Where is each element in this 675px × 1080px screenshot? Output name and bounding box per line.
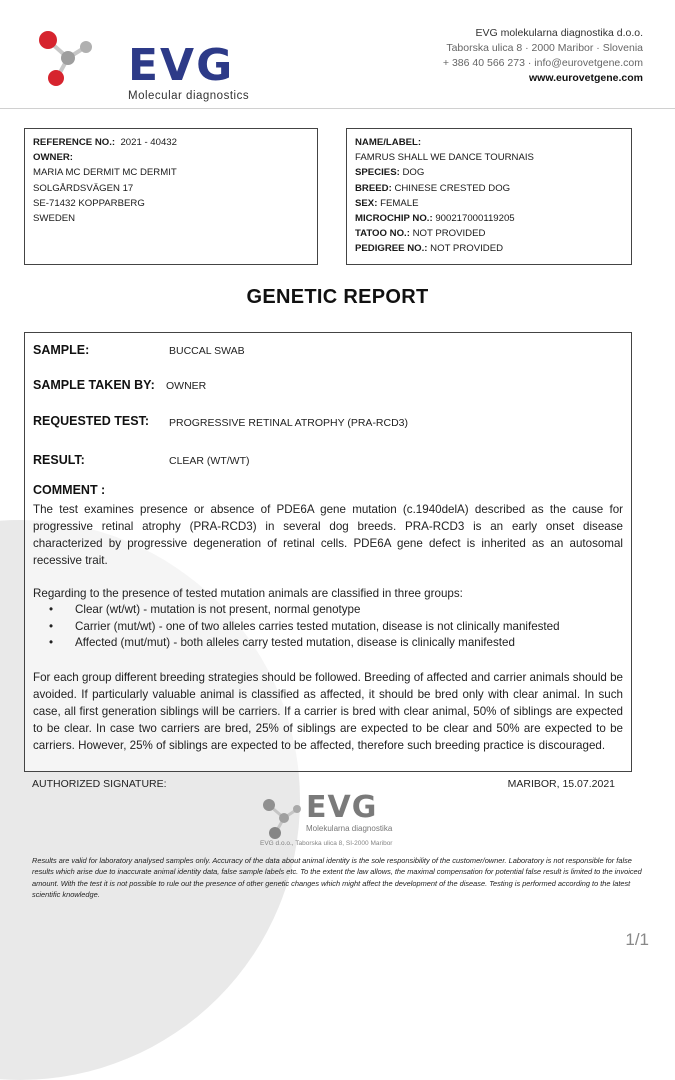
- molecule-icon: [32, 22, 102, 90]
- stamp-molecule-icon: [258, 792, 308, 840]
- tatoo-label: TATOO NO.:: [355, 228, 410, 240]
- reference-row: [33, 135, 309, 150]
- report-title: GENETIC REPORT: [246, 286, 429, 308]
- company-contact: + 386 40 566 273 · info@eurovetgene.com: [442, 57, 643, 69]
- list-item: • Clear (wt/wt) - mutation is not present, normal genotype: [49, 603, 361, 616]
- sample-label: SAMPLE:: [33, 343, 90, 357]
- list-item: • Affected (mut/mut) - both alleles carry tested mutation, disease is clinically manifested: [49, 636, 515, 650]
- species-label: SPECIES:: [355, 167, 400, 179]
- reference-value: 2021 - 40432: [120, 137, 177, 148]
- pedigree-label: PEDIGREE NO.:: [355, 243, 428, 255]
- requested-test-label: REQUESTED TEST:: [33, 414, 149, 428]
- result-label: RESULT:: [33, 453, 85, 467]
- stamp-address: EVG d.o.o., Taborska ulica 8, SI-2000 Maribor: [260, 840, 393, 847]
- evg-logo: [32, 22, 252, 102]
- bullet-carrier: Carrier (mut/wt) - one of two alleles carries tested mutation, disease is not clinically manifested: [75, 619, 560, 633]
- bullet-clear: Clear (wt/wt) - mutation is not present, normal genotype: [75, 603, 361, 616]
- tatoo-value: NOT PROVIDED: [412, 228, 486, 240]
- species-value: DOG: [402, 167, 425, 179]
- requested-test-value: PROGRESSIVE RETINAL ATROPHY (PRA-RCD3): [169, 417, 409, 429]
- company-stamp: [256, 790, 436, 852]
- owner-name: MARIA MC DERMIT MC DERMIT: [33, 167, 177, 179]
- company-info: [443, 26, 643, 86]
- sex-label: SEX:: [355, 197, 378, 209]
- report-body-box: [24, 332, 632, 772]
- company-name: EVG molekularna diagnostika d.o.o.: [475, 27, 643, 39]
- comment-paragraph-3: For each group different breeding strategies should be followed. Breeding of affected and carrier animals should be avoided. If particularly valuable animal is classified as affected, it should be bred only with clear animal. In such case, all first generation siblings will be carriers. If a carrier is bred with clear animal, 50% of siblings are expected to be clear. In case two carriers are bred, 25% of siblings are expected to be clear and 50% are expected to be carriers. However, 25% of siblings are expected to be affected, therefore such breeding practice is discouraged.: [33, 671, 623, 752]
- comment-paragraph-2: Regarding to the presence of tested mutation animals are classified in three groups:: [33, 587, 463, 600]
- signature-date: MARIBOR, 15.07.2021: [507, 778, 615, 790]
- owner-info-box: [24, 128, 318, 265]
- page-number: 1/1: [625, 930, 649, 949]
- animal-info-box: [346, 128, 632, 265]
- disclaimer-text: Results are valid for laboratory analysed samples only. Accuracy of the data about animal identity is the sole responsibility of the customer/owner. Laboratory is not responsible for false results which arise due to inaccurate animal identity data, false sample labels etc. To the extent the law allows, the maximal compensation for potential false result is limited to the invoiced amount. With the test it is not possible to rule out the presence of other genetic changes which might affect the development of the disease. Testing is performed according to the latest scientific knowledge.: [32, 856, 642, 900]
- company-address: Taborska ulica 8 · 2000 Maribor · Slovenia: [446, 42, 643, 54]
- microchip-value: 900217000119205: [435, 213, 515, 225]
- logo-wordmark: EVG: [128, 40, 235, 91]
- stamp-wordmark: EVG: [306, 790, 378, 825]
- stamp-subtitle: Molekularna diagnostika: [306, 824, 393, 833]
- sample-taken-value: OWNER: [166, 380, 207, 392]
- company-website: www.eurovetgene.com: [529, 72, 643, 84]
- owner-city: SE-71432 KOPPARBERG: [33, 197, 145, 209]
- genotype-list: [49, 602, 560, 652]
- list-item: • Carrier (mut/wt) - one of two alleles carries tested mutation, disease is not clinically manifested: [49, 619, 560, 633]
- breed-value: CHINESE CRESTED DOG: [394, 182, 511, 194]
- breed-label: BREED:: [355, 182, 392, 194]
- pedigree-value: NOT PROVIDED: [430, 243, 504, 255]
- microchip-label: MICROCHIP NO.:: [355, 213, 433, 225]
- name-label: NAME/LABEL:: [355, 137, 422, 148]
- owner-label: OWNER:: [33, 152, 73, 164]
- sample-taken-label: SAMPLE TAKEN BY:: [33, 378, 155, 392]
- sex-value: FEMALE: [380, 197, 419, 209]
- comment-paragraph-1: The test examines presence or absence of PDE6A gene mutation (c.1940delA) described as the cause for progressive retinal atrophy (PRA-RCD3) in several dog breeds. PRA-RCD3 is an early onset disease characterized by progressive degeneration of retinal cells. PDE6A gene defect is inherited as an autosomal recessive trait.: [33, 503, 623, 567]
- bullet-affected: Affected (mut/mut) - both alleles carry tested mutation, disease is clinically manifested: [75, 636, 515, 650]
- name-value: FAMRUS SHALL WE DANCE TOURNAIS: [355, 152, 534, 164]
- reference-label: REFERENCE NO.:: [33, 137, 116, 148]
- logo-subtitle: Molecular diagnostics: [128, 90, 250, 102]
- owner-country: SWEDEN: [33, 213, 76, 225]
- signature-label: AUTHORIZED SIGNATURE:: [32, 778, 167, 790]
- letterhead: [0, 0, 675, 109]
- owner-street: SOLGÅRDSVÄGEN 17: [33, 182, 134, 194]
- comment-heading: COMMENT :: [33, 483, 106, 497]
- sample-value: BUCCAL SWAB: [169, 345, 245, 357]
- result-value: CLEAR (WT/WT): [169, 455, 250, 467]
